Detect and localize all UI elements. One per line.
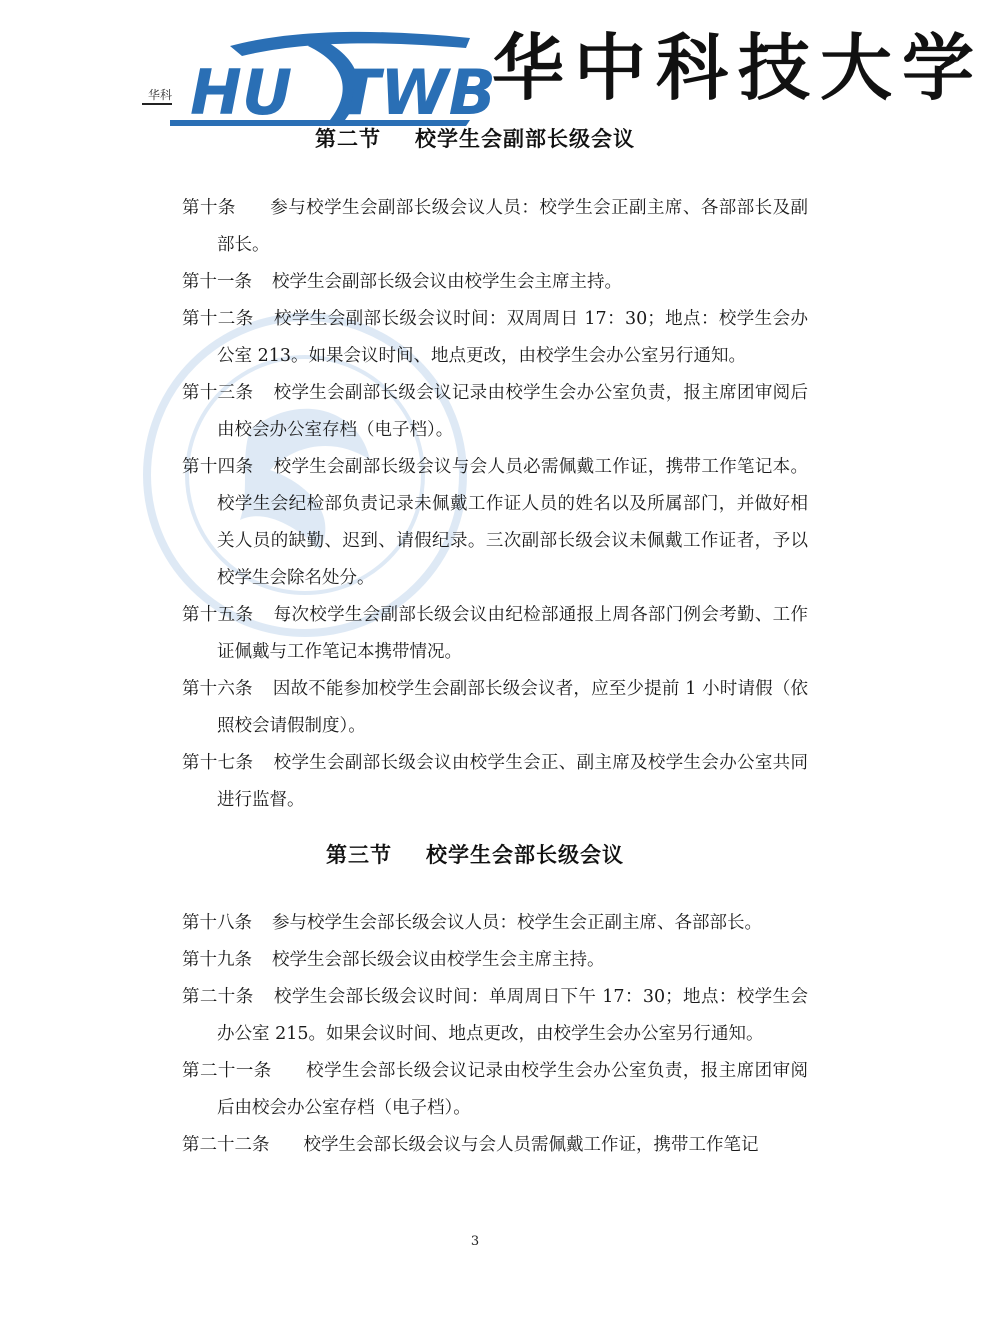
article-text: 校学生会部长级会议时间：单周周日下午 17：30；地点：校学生会办公室 215。如果会议时间、地点更改，由校学生会办公室另行通知。 xyxy=(217,987,808,1044)
article-number: 第十五条 xyxy=(182,605,254,625)
article-number: 第十六条 xyxy=(182,679,253,699)
article-number: 第二十二条 xyxy=(182,1135,270,1155)
article-text: 参与校学生会副部长级会议人员：校学生会正副主席、各部部长及副部长。 xyxy=(217,198,809,255)
article-text: 校学生会副部长级会议与会人员必需佩戴工作证，携带工作笔记本。校学生会纪检部负责记录未佩戴工作证人员的姓名以及所属部门，并做好相关人员的缺勤、迟到、请假纪录。三次副部长级会议未佩戴工作证者，予以校学生会除名处分。 xyxy=(217,457,809,588)
article-text: 校学生会副部长级会议由校学生会主席主持。 xyxy=(272,272,622,292)
svg-text:HU: HU xyxy=(190,56,293,129)
article-number: 第十四条 xyxy=(182,457,254,477)
article-15 xyxy=(182,597,808,671)
section-3-title xyxy=(0,839,950,869)
article-text: 校学生会部长级会议与会人员需佩戴工作证，携带工作笔记 xyxy=(303,1135,759,1155)
article-text: 校学生会副部长级会议时间：双周周日 17：30；地点：校学生会办公室 213。如果会议时间、地点更改，由校学生会办公室另行通知。 xyxy=(217,309,808,366)
article-22 xyxy=(182,1127,808,1164)
article-text: 校学生会部长级会议记录由校学生会办公室负责，报主席团审阅后由校会办公室存档（电子档）。 xyxy=(217,1061,809,1118)
section-2-number: 第二节 xyxy=(315,127,381,151)
header-tiny-text: 华科 xyxy=(148,88,173,102)
article-text: 因故不能参加校学生会副部长级会议者，应至少提前 1 小时请假（依照校会请假制度）。 xyxy=(217,679,808,736)
section-3-number: 第三节 xyxy=(326,843,392,867)
letterhead xyxy=(0,0,984,130)
header-rule xyxy=(142,103,172,105)
article-text: 校学生会部长级会议由校学生会主席主持。 xyxy=(272,950,605,970)
page-number: 3 xyxy=(470,1234,480,1249)
svg-text:TWB: TWB xyxy=(338,56,496,129)
article-number: 第十七条 xyxy=(182,753,254,773)
article-text: 校学生会副部长级会议记录由校学生会办公室负责，报主席团审阅后由校会办公室存档（电子档）。 xyxy=(217,383,809,440)
section-2-title xyxy=(0,123,950,153)
article-text: 校学生会副部长级会议由校学生会正、副主席及校学生会办公室共同进行监督。 xyxy=(217,753,809,810)
article-17 xyxy=(182,745,808,819)
article-14 xyxy=(182,449,808,597)
article-13 xyxy=(182,375,808,449)
article-number: 第二十一条 xyxy=(182,1061,272,1081)
section-2-articles xyxy=(182,190,808,819)
article-text: 参与校学生会部长级会议人员：校学生会正副主席、各部部长。 xyxy=(272,913,762,933)
university-name: 华中科技大学 xyxy=(492,25,984,110)
hustwb-logo xyxy=(170,28,496,129)
article-number: 第十三条 xyxy=(182,383,254,403)
article-number: 第十八条 xyxy=(182,913,252,933)
article-number: 第二十条 xyxy=(182,987,254,1007)
article-18 xyxy=(182,905,808,942)
article-10 xyxy=(182,190,808,264)
section-3-heading: 校学生会部长级会议 xyxy=(426,843,624,867)
article-number: 第十条 xyxy=(182,198,236,218)
article-number: 第十九条 xyxy=(182,950,252,970)
article-21 xyxy=(182,1053,808,1127)
section-3-articles xyxy=(182,905,808,1164)
article-text: 每次校学生会副部长级会议由纪检部通报上周各部门例会考勤、工作证佩戴与工作笔记本携带情况。 xyxy=(217,605,809,662)
article-11 xyxy=(182,264,808,301)
article-12 xyxy=(182,301,808,375)
article-number: 第十二条 xyxy=(182,309,254,329)
article-19 xyxy=(182,942,808,979)
section-2-heading: 校学生会副部长级会议 xyxy=(415,127,635,151)
article-number: 第十一条 xyxy=(182,272,252,292)
article-20 xyxy=(182,979,808,1053)
article-16 xyxy=(182,671,808,745)
